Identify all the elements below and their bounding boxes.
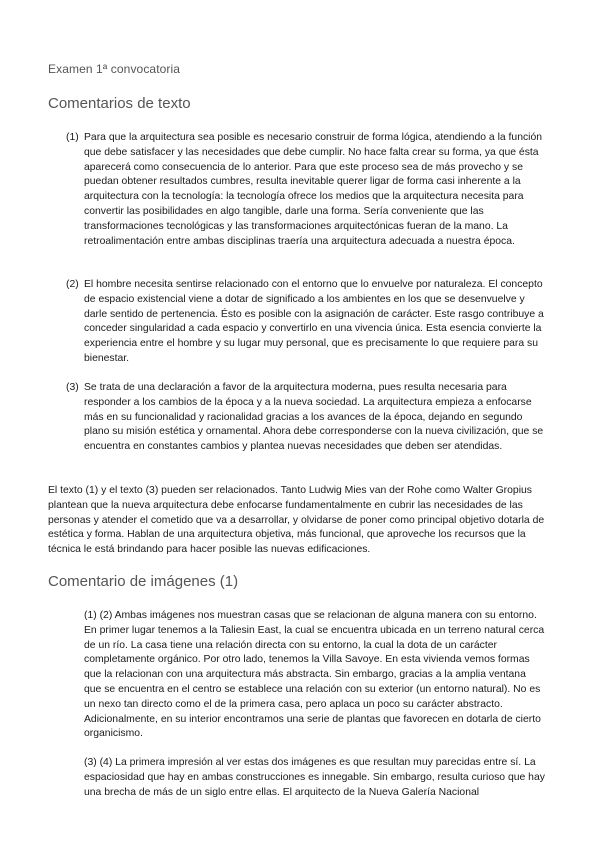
image-comment-paragraph: (3) (4) La primera impresión al ver estas dos imágenes es que resultan muy parecidas entre sí. La espaciosidad que hay en ambas construcciones es innegable. Sin embargo, resulta curioso que hay una brecha de más de un siglo entre ellas. El arquitecto de la Nueva Galería Nacional [84, 757, 545, 798]
section-title-text-comments: Comentarios de texto [48, 95, 191, 112]
conclusion-paragraph: El texto (1) y el texto (3) pueden ser relacionados. Tanto Ludwig Mies van der Rohe como Walter Gropius plantean que la nueva arquitectura debe enfocarse fundamentalmente en cubrir las necesidades de las personas y atender el cometido que va a desarrollar, y olvidarse de poner como principal objetivo dotarla de estética y forma. Hablan de una arquitectura objetiva, más funcional, que aproveche los recursos que la técnica le está brindando para hacer posible las nuevas edificaciones. [48, 485, 545, 556]
item-number: (3) [66, 382, 79, 393]
exam-subtitle: Examen 1ª convocatoria [48, 62, 181, 76]
image-comment-paragraph: (1) (2) Ambas imágenes nos muestran casas que se relacionan de alguna manera con su entorno. En primer lugar tenemos a la Taliesin East, la cual se encuentra ubicada en un terreno natural cerca de un río. La casa tiene una relación directa con su entorno, la cual la dota de un carácter completamente orgánico. Por otro lado, tenemos la Villa Savoye. En esta vivienda vemos formas que la relacionan con una arquitectura más abstracta. Sin embargo, gracias a la amplia ventana que se encuentra en el centro se establece una relación con su exterior (un entorno natural). No es un nexo tan directo como el de la primera casa, pero aplaca un poco su carácter abstracto. Adicionalmente, en su interior encontramos una serie de plantas que favorecen en dotarla de cierto organicismo. [84, 610, 545, 740]
item-text: Para que la arquitectura sea posible es necesario construir de forma lógica, atendiendo a la función que debe satisfacer y las necesidades que debe cumplir. No hace falta crear su forma, ya que ésta aparecerá como consecuencia de lo anterior. Para que este proceso sea de más provecho y se puedan obtener resultados cumbres, resulta inevitable querer ligar de forma casi inherente a la arquitectura con la tecnología: la tecnología ofrece los medios que la arquitectura necesita para convertir las posibilidades en algo tangible, darle una forma. Sería conveniente que las transformaciones tecnológicas y las transformaciones arquitectónicas fueran de la mano. La retroalimentación entre ambas disciplinas traería una arquitectura adecuada a nuestra época. [84, 132, 543, 247]
item-number: (2) [66, 279, 79, 290]
list-item [66, 381, 546, 455]
item-text: Se trata de una declaración a favor de la arquitectura moderna, pues resulta necesaria para responder a los cambios de la época y a la nueva sociedad. La arquitectura empieza a enfocarse más en su funcionalidad y racionalidad gracias a los avances de la época, dejando en segundo plano su misión estética y ornamental. Ahora debe corresponderse con la nueva civilización, que se encuentra en constantes cambios y plantea nuevas necesidades que deben ser atendidas. [84, 382, 544, 453]
item-number: (1) [66, 132, 79, 143]
list-item [66, 278, 546, 367]
section-title-image-comments: Comentario de imágenes (1) [48, 573, 239, 590]
list-item [66, 131, 546, 249]
item-text: El hombre necesita sentirse relacionado con el entorno que lo envuelve por naturaleza. El concepto de espacio existencial viene a dotar de significado a los ambientes en los que se desenvuelve y darle sentido de pertenencia. Ésto es posible con la asignación de carácter. Este rasgo contribuye a conceder singularidad a cada espacio y convertirlo en una vivencia única. Esta esencia convierte la experiencia entre el hombre y su lugar muy personal, que es precisamente lo que requiere para su bienestar. [84, 279, 544, 364]
